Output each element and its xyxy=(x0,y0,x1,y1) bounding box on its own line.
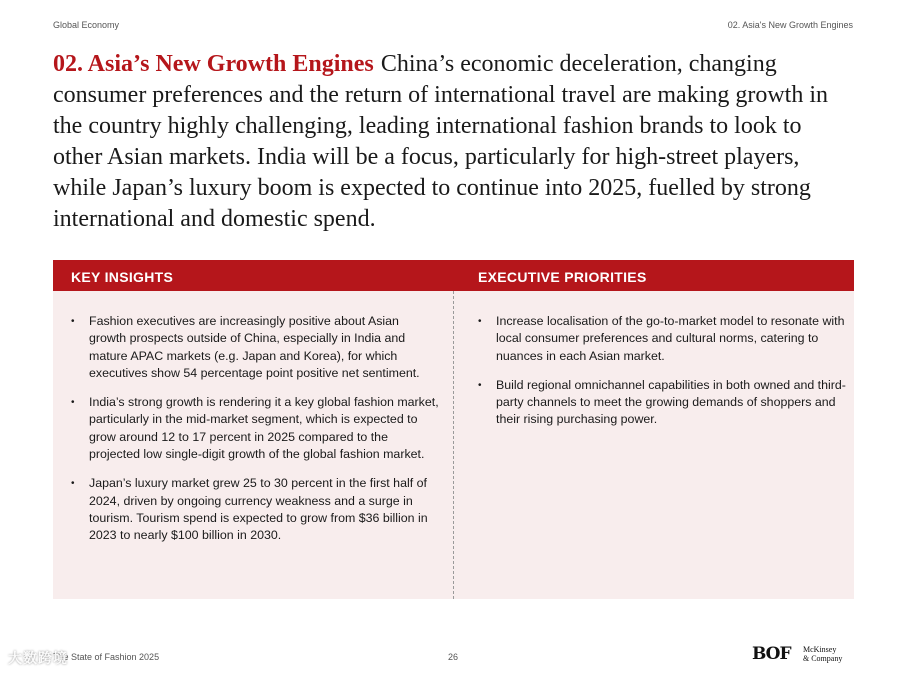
key-insight-item: • Fashion executives are increasingly positive about Asian growth prospects outside of China, especially in India and mature APAC markets (e.g. Japan and Korea), for which executives show 54 percentage point positive net sentiment. xyxy=(71,313,439,382)
mckinsey-logo-line1: McKinsey xyxy=(803,645,837,654)
executive-priorities-list xyxy=(478,313,846,441)
key-insights-title: KEY INSIGHTS xyxy=(71,269,174,285)
watermark: 大数跨境 xyxy=(8,650,68,666)
page-number: 26 xyxy=(448,652,459,662)
column-divider xyxy=(453,291,454,599)
header-section-label: Global Economy xyxy=(53,20,120,30)
headline-body-text: China’s economic deceleration, changing consumer preferences and the return of international travel are making growth in the country highly challenging, leading international fashion brands to look to other Asian markets. India will be a focus, particularly for high-street players, while Japan’s luxury boom is expected to continue into 2025, fuelled by strong international and domestic spend. xyxy=(53,51,829,232)
mckinsey-logo-line2: & Company xyxy=(803,654,843,663)
key-insight-item: • Japan’s luxury market grew 25 to 30 percent in the first half of 2024, driven by ongoing currency weakness and a surge in tourism. Tourism spend is expected to grow from $36 billion in 2023 to nearly $100 billion in 2030. xyxy=(71,475,439,544)
executive-priorities-title: EXECUTIVE PRIORITIES xyxy=(478,269,647,285)
mckinsey-logo xyxy=(803,645,842,663)
headline-chapter-title: 02. Asia’s New Growth Engines xyxy=(53,51,374,77)
insights-panel xyxy=(53,260,854,599)
executive-priority-item: • Build regional omnichannel capabilities in both owned and third-party channels to meet the growing demands of shoppers and their rising purchasing power. xyxy=(478,377,846,429)
footer-report-title: The State of Fashion 2025 xyxy=(53,652,160,662)
key-insights-list xyxy=(71,313,439,557)
executive-priority-item: • Increase localisation of the go-to-market model to resonate with local consumer preferences and cultural norms, catering to nuances in each Asian market. xyxy=(478,313,846,365)
page-headline xyxy=(53,49,853,235)
header-chapter-label: 02. Asia's New Growth Engines xyxy=(727,20,853,30)
key-insight-item: • India’s strong growth is rendering it a key global fashion market, particularly in the mid-market segment, which is expected to grow around 12 to 17 percent in 2025 compared to the projected low single-digit growth of the global fashion market. xyxy=(71,394,439,463)
panel-header-bar xyxy=(53,260,854,291)
bof-logo: BOF xyxy=(752,644,791,664)
